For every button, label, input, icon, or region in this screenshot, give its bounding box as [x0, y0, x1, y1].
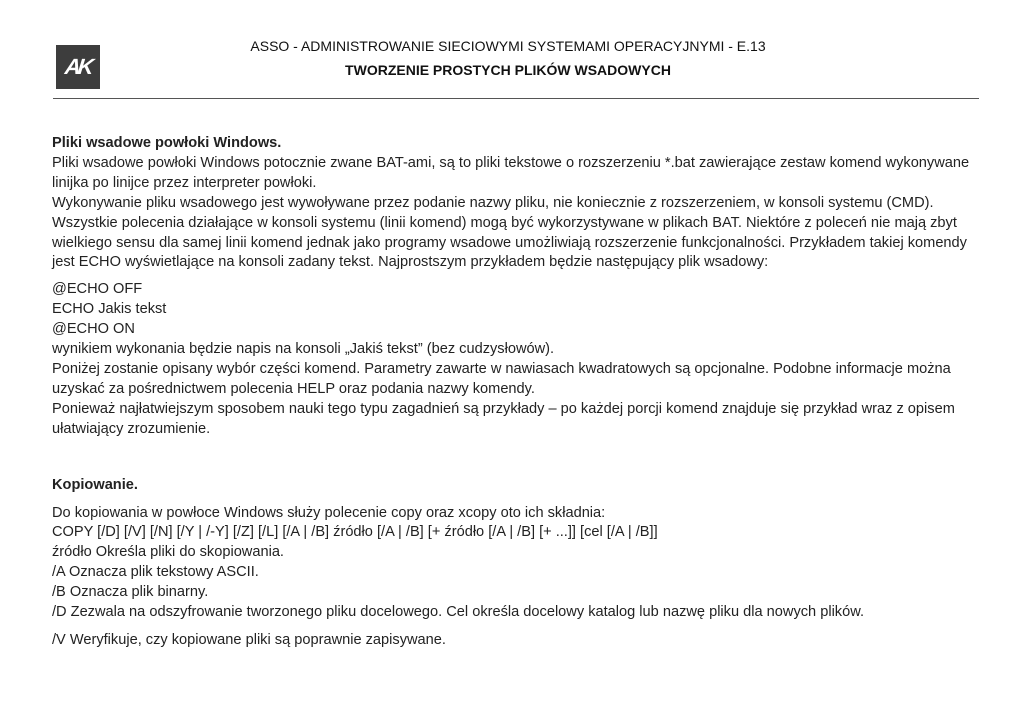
option-line: /V Weryfikuje, czy kopiowane pliki są poprawnie zapisywane. — [52, 631, 446, 648]
paragraph: Poniżej zostanie opisany wybór części komend. Parametry zawarte w nawiasach kwadratowych są opcjonalne. Podobne informacje można uzyskać za pośrednictwem polecenia HELP oraz podania nazwy komendy. — [52, 360, 951, 397]
paragraph: Ponieważ najłatwiejszym sposobem nauki tego typu zagadnień są przykłady – po każdej porcji komend znajduje się przykład wraz z opisem ułatwiający zrozumienie. — [52, 400, 955, 437]
paragraph: Pliki wsadowe powłoki Windows potocznie zwane BAT-ami, są to pliki tekstowe o rozszerzeniu *.bat zawierające zestaw komend wykonywane linijka po linijce przez interpreter powłoki. — [52, 154, 970, 191]
syntax-line: COPY [/D] [/V] [/N] [/Y | /-Y] [/Z] [/L] [/A | /B] źródło [/A | /B] [+ źródło [/A | /B] [+ ...]] [cel [/A | /B]] — [52, 524, 658, 541]
header-title: ASSO - ADMINISTROWANIE SIECIOWYMI SYSTEMAMI OPERACYJNYMI - E.13 — [250, 38, 766, 54]
paragraph: wynikiem wykonania będzie napis na konsoli „Jakiś tekst” (bez cudzysłowów). — [52, 341, 555, 358]
code-line: @ECHO OFF — [52, 281, 143, 298]
header-divider — [53, 98, 979, 99]
paragraph: Wykonywanie pliku wsadowego jest wywoływane przez podanie nazwy pliku, nie koniecznie z rozszerzeniem, w konsoli systemu (CMD). — [52, 194, 934, 211]
section-heading-copying: Kopiowanie. — [52, 476, 138, 493]
option-line: źródło Określa pliki do skopiowania. — [52, 544, 284, 561]
option-line: /D Zezwala na odszyfrowanie tworzonego pliku docelowego. Cel określa docelowy katalog lub nazwę pliku dla nowych plików. — [52, 604, 865, 621]
document-body — [52, 134, 982, 651]
paragraph: Do kopiowania w powłoce Windows służy polecenie copy oraz xcopy oto ich składnia: — [52, 504, 606, 521]
code-line: @ECHO ON — [52, 321, 135, 338]
code-line: ECHO Jakis tekst — [52, 301, 167, 318]
paragraph: Wszystkie polecenia działające w konsoli systemu (linii komend) mogą być wykorzystywane w plikach BAT. Niektóre z poleceń nie mają zbyt wielkiego sensu dla samej linii komend jednak jako programy wsadowe umożliwiają rozszerzenie funkcjonalności. Przykładem takiej komendy jest ECHO wyświetlające na konsoli zadany tekst. Najprostszym przykładem będzie następujący plik wsadowy: — [52, 214, 967, 271]
section-heading-batch-files: Pliki wsadowe powłoki Windows. — [52, 135, 282, 151]
option-line: /B Oznacza plik binarny. — [52, 584, 209, 601]
header-subtitle: TWORZENIE PROSTYCH PLIKÓW WSADOWYCH — [345, 62, 671, 78]
logo-text: AK — [63, 54, 93, 79]
option-line: /A Oznacza plik tekstowy ASCII. — [52, 564, 259, 581]
page-header — [53, 36, 978, 98]
